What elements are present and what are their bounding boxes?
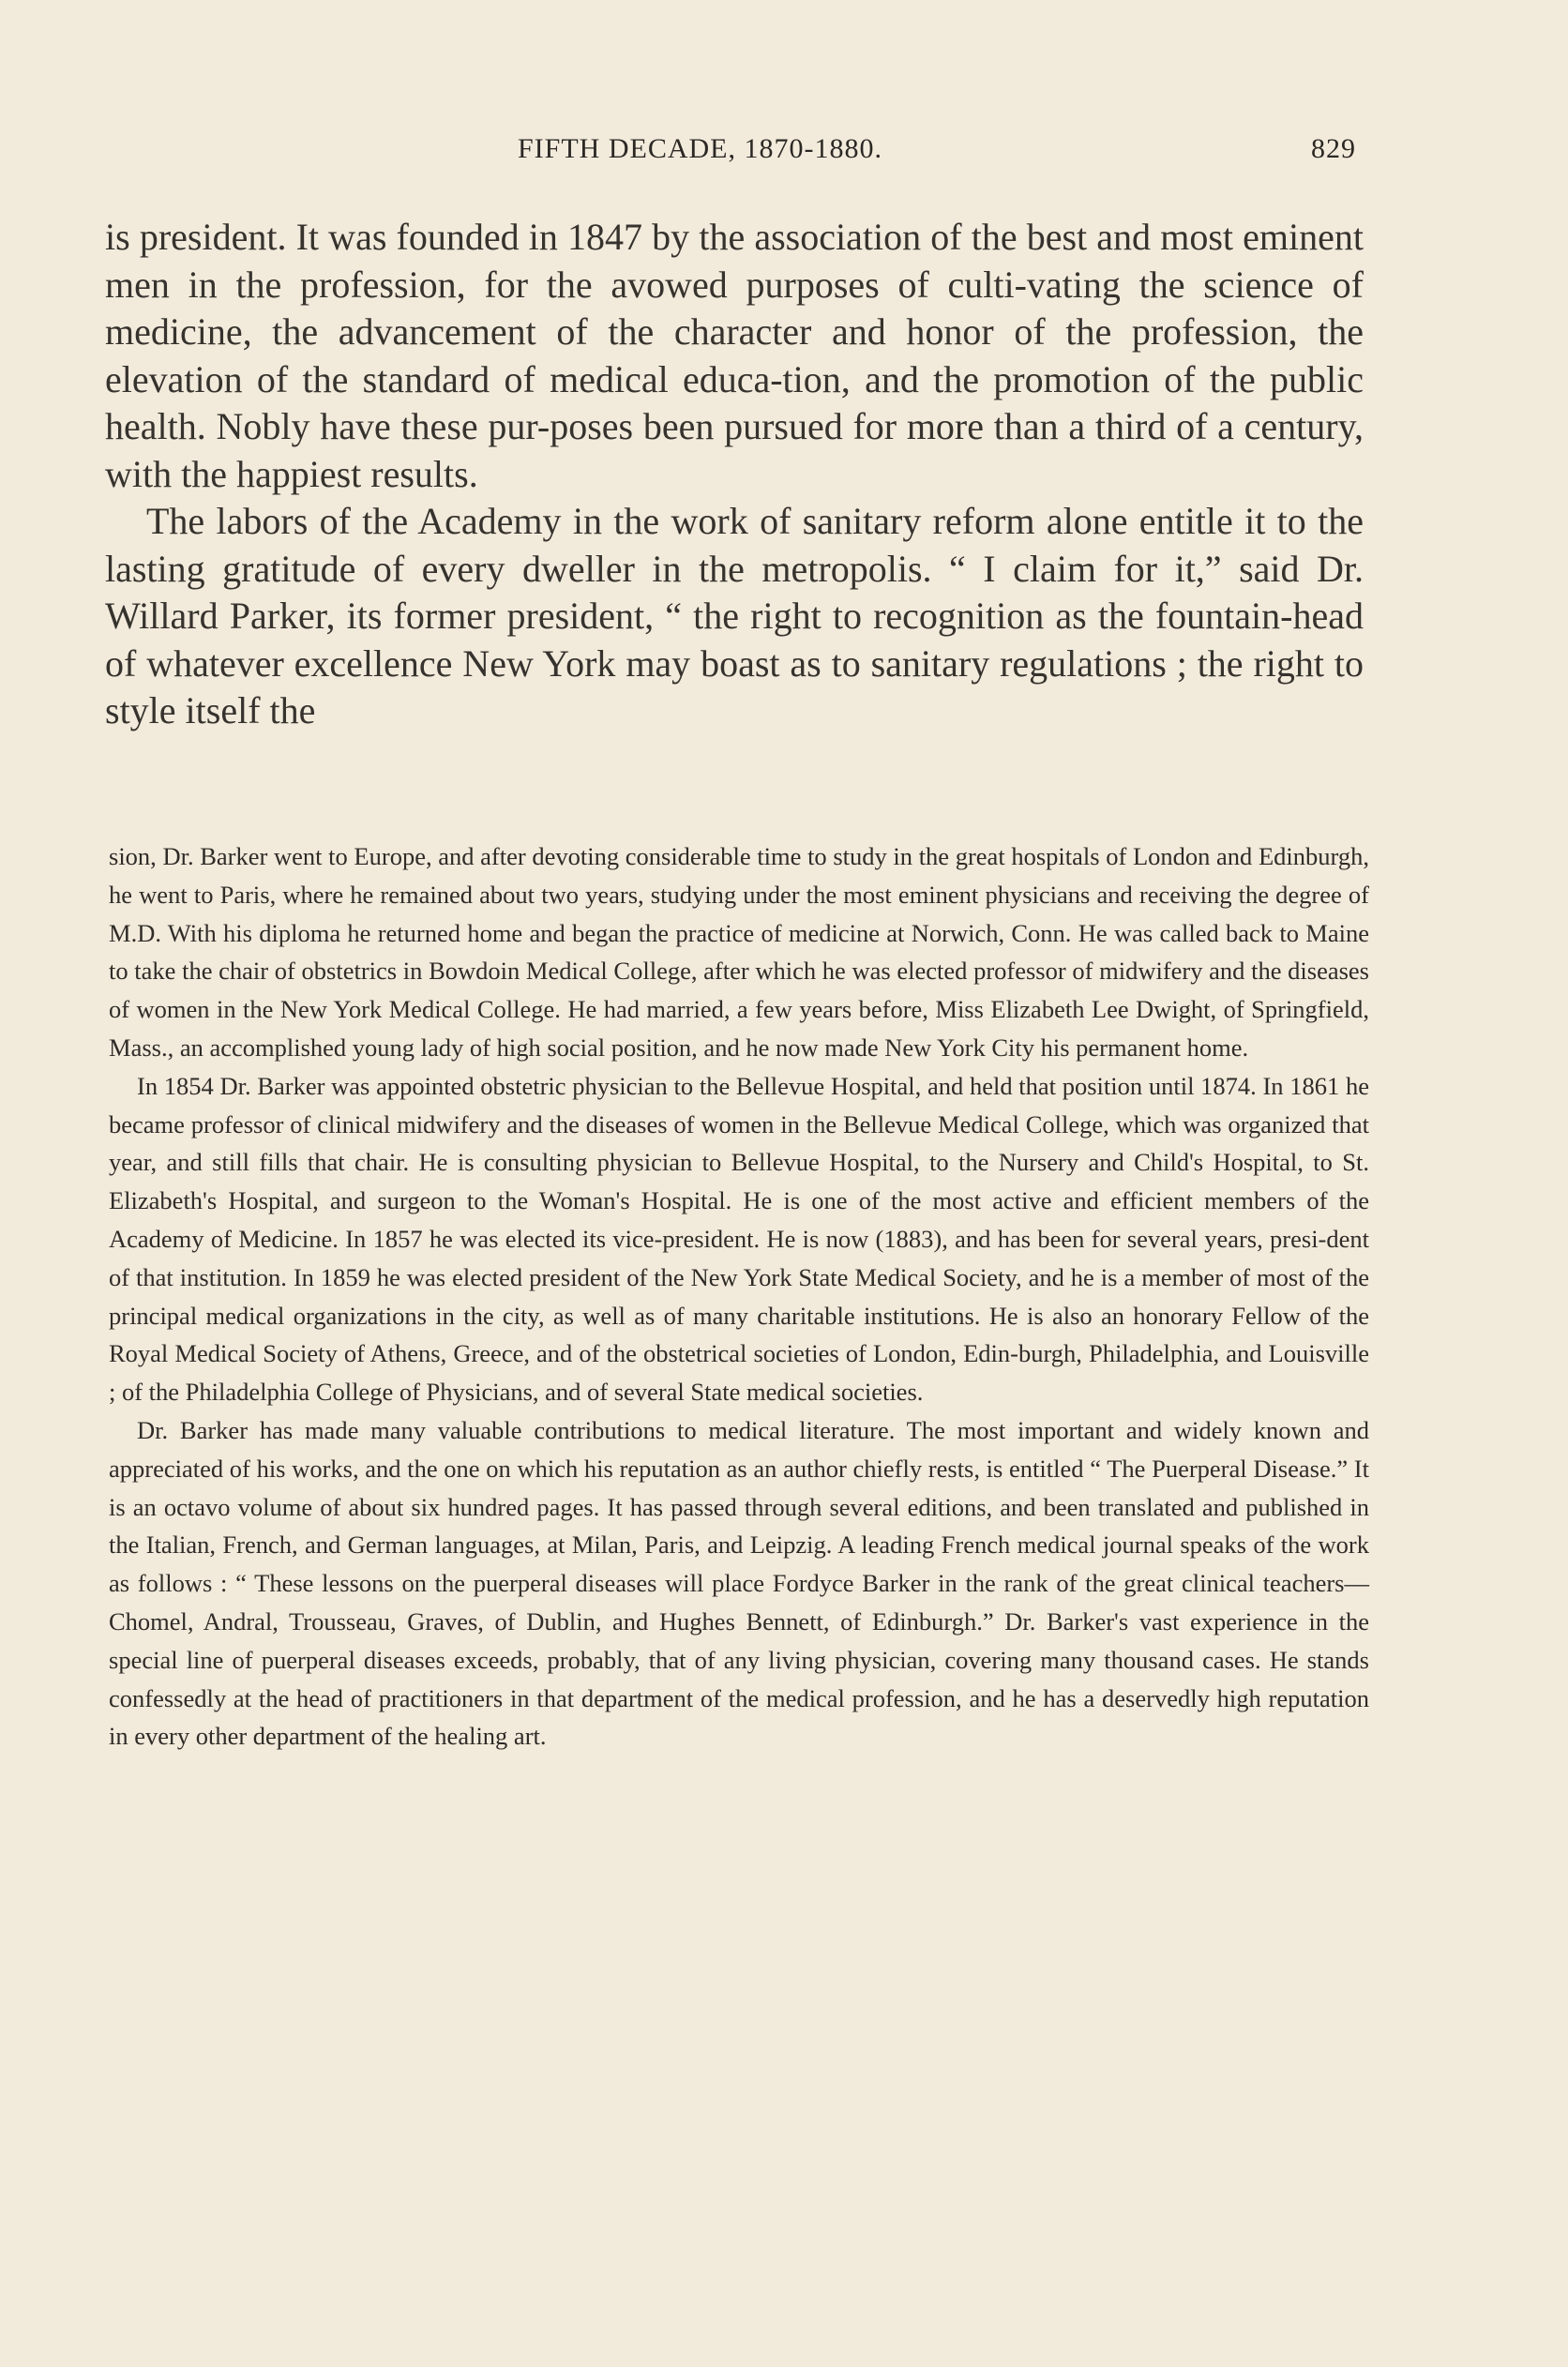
footnote-text <box>109 837 1369 1756</box>
page-number: 829 <box>1311 133 1356 164</box>
main-body-text <box>105 214 1364 735</box>
footnote-paragraph: sion, Dr. Barker went to Europe, and after devoting considerable time to study in the great hospitals of London and Edinburgh, he went to Paris, where he remained about two years, studying under the most eminent physicians and receiving the degree of M.D. With his diploma he returned home and began the practice of medicine at Norwich, Conn. He was called back to Maine to take the chair of obstetrics in Bowdoin Medical College, after which he was elected professor of midwifery and the diseases of women in the New York Medical College. He had married, a few years before, Miss Elizabeth Lee Dwight, of Springfield, Mass., an accomplished young lady of high social position, and he now made New York City his permanent home. <box>109 842 1369 1062</box>
body-paragraph: The labors of the Academy in the work of sanitary reform alone entitle it to the lasting gratitude of every dweller in the metropolis. “ I claim for it,” said Dr. Willard Parker, its former president, “ the right to recognition as the fountain-head of whatever excellence New York may boast as to sanitary regulations ; the right to style itself the <box>105 500 1364 731</box>
body-paragraph: is president. It was founded in 1847 by the association of the best and most eminent men in the profession, for the avowed purposes of culti-vating the science of medicine, the advancement of the character and honor of the profession, the elevation of the standard of medical educa-tion, and the promotion of the public health. Nobly have these pur-poses been pursued for more than a third of a century, with the happiest results. <box>105 216 1364 495</box>
footnote-paragraph: In 1854 Dr. Barker was appointed obstetric physician to the Bellevue Hospital, and held that position until 1874. In 1861 he became professor of clinical midwifery and the diseases of women in the Bellevue Medical College, which was organized that year, and still fills that chair. He is consulting physician to Bellevue Hospital, to the Nursery and Child's Hospital, to St. Elizabeth's Hospital, and surgeon to the Woman's Hospital. He is one of the most active and efficient members of the Academy of Medicine. In 1857 he was elected its vice-president. He is now (1883), and has been for several years, presi-dent of that institution. In 1859 he was elected president of the New York State Medical Society, and he is a member of most of the principal medical organizations in the city, as well as of many charitable institutions. He is also an honorary Fellow of the Royal Medical Society of Athens, Greece, and of the obstetrical societies of London, Edin-burgh, Philadelphia, and Louisville ; of the Philadelphia College of Physicians, and of several State medical societies. <box>109 1071 1369 1407</box>
running-header <box>0 133 1568 171</box>
running-title: FIFTH DECADE, 1870-1880. <box>518 133 882 164</box>
footnote-paragraph: Dr. Barker has made many valuable contributions to medical literature. The most important and widely known and appreciated of his works, and the one on which his reputation as an author chiefly rests, is entitled “ The Puerperal Disease.” It is an octavo volume of about six hundred pages. It has passed through several editions, and been translated and published in the Italian, French, and German languages, at Milan, Paris, and Leipzig. A leading French medical journal speaks of the work as follows : “ These lessons on the puerperal diseases will place Fordyce Barker in the rank of the great clinical teachers—Chomel, Andral, Trousseau, Graves, of Dublin, and Hughes Bennett, of Edinburgh.” Dr. Barker's vast experience in the special line of puerperal diseases exceeds, probably, that of any living physician, covering many thousand cases. He stands confessedly at the head of practitioners in that department of the medical profession, and he has a deservedly high reputation in every other department of the healing art. <box>109 1415 1369 1751</box>
